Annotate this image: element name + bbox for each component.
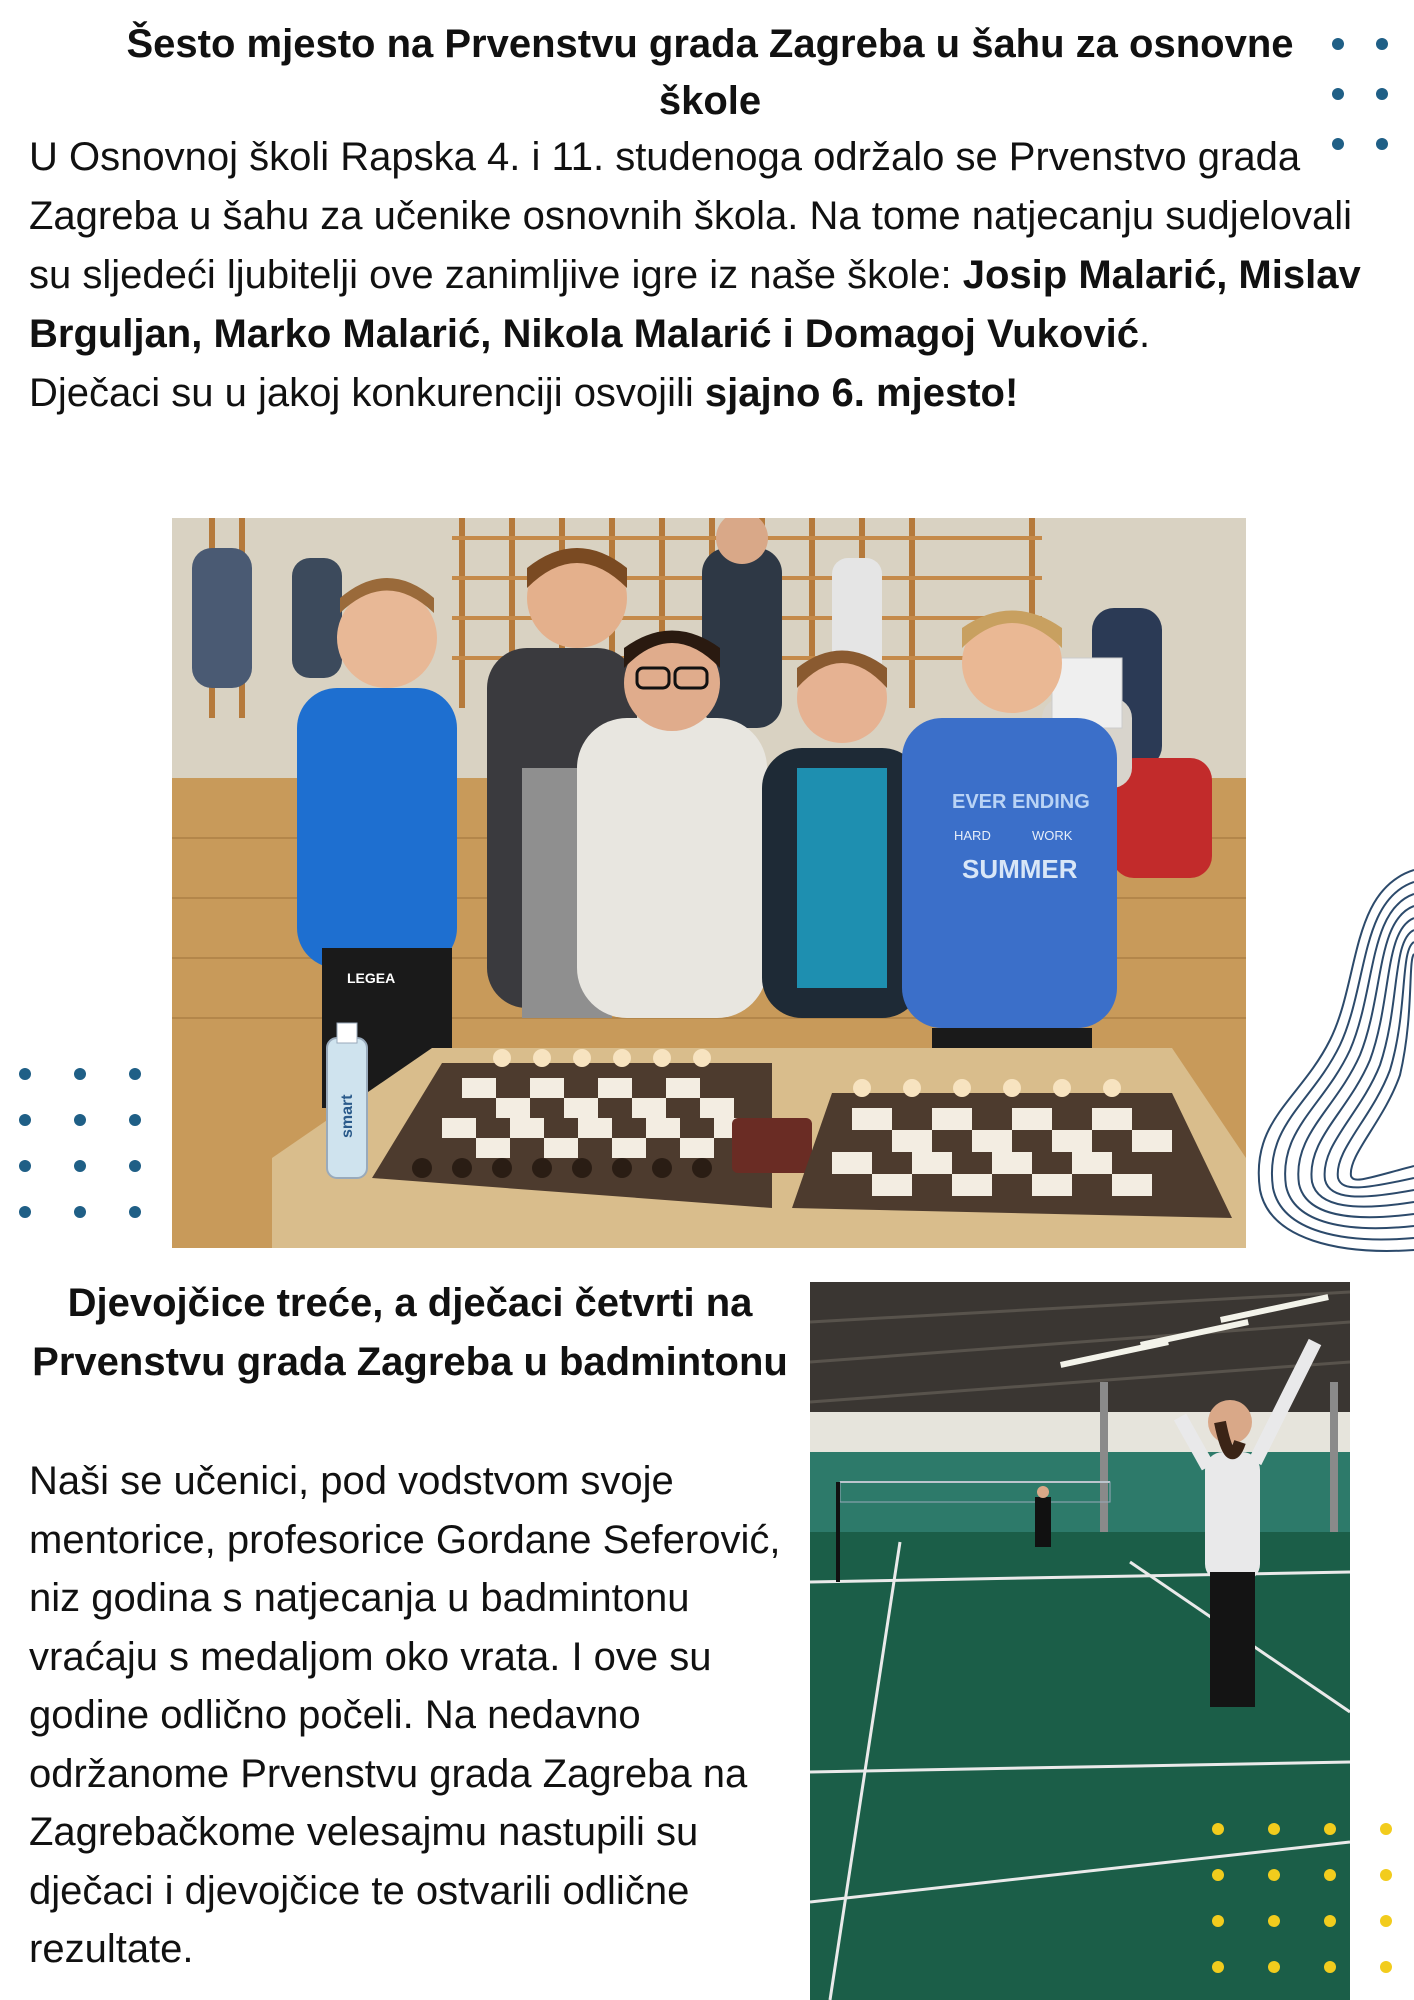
article1-participants: Josip Malarić, Mislav Brguljan, Marko Malarić, Nikola Malarić i Domagoj Vuković — [29, 253, 1361, 356]
article1-result-highlight: sjajno 6. mjesto! — [704, 371, 1019, 415]
shirt-text-2: HARD — [954, 828, 991, 843]
bottle-label-text: smart — [339, 1094, 356, 1138]
shirt-text-4: SUMMER — [962, 854, 1078, 884]
pants-logo-text: LEGEA — [347, 970, 396, 986]
article1-participants-end: . — [1138, 312, 1151, 356]
article1-title: Šesto mjesto na Prvenstvu grada Zagreba u šahu za osnovne škole — [126, 22, 1294, 123]
article1-result-text: Dječaci su u jakoj konkurenciji osvojili — [29, 371, 705, 415]
decorative-wave-lines — [1240, 860, 1414, 1260]
article1-intro: U Osnovnoj školi Rapska 4. i 11. studenoga održalo se Prvenstvo grada Zagreba u šahu za učenike osnovnih škola. Na tome natjecanju sudjelovali su sljedeći ljubitelji ove zanimljive igre iz naše škole: — [29, 135, 1353, 297]
article1-body — [29, 128, 1369, 423]
article2-title: Djevojčice treće, a dječaci četvrti na Prvenstvu grada Zagreba u badmintonu — [32, 1281, 788, 1384]
chess-team-photo — [172, 518, 1246, 1248]
decorative-dots-left — [10, 1060, 150, 1230]
shirt-text-1: EVER ENDING — [952, 791, 1090, 813]
article2-body: Naši se učenici, pod vodstvom svoje mentorice, profesorice Gordane Seferović, niz godina s natjecanja u badmintonu vraćaju s medaljom oko vrata. I ove su godine odlično počeli. Na nedavno održanome Prvenstvu grada Zagreba na Zagrebačkome velesajmu nastupili su dječaci i djevojčice te ostvarili odlične rezultate. — [29, 1459, 781, 1971]
shirt-text-3: WORK — [1032, 828, 1073, 843]
decorative-dots-bottom-right — [1200, 1815, 1400, 2000]
